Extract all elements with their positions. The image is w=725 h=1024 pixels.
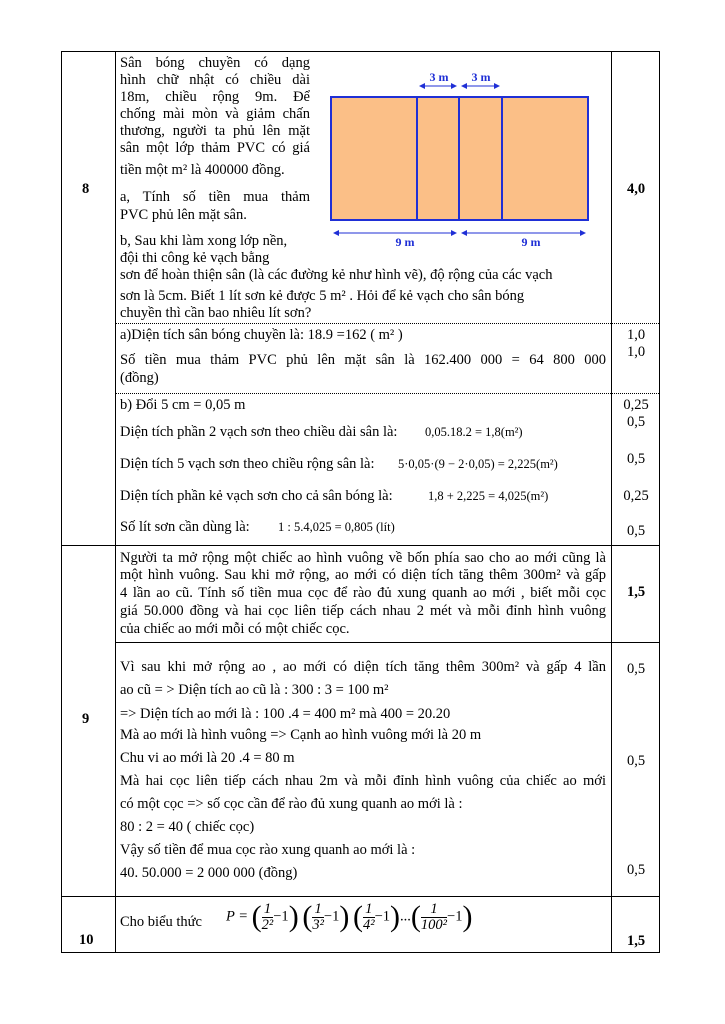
fraction: $\frac{1}{\text{4²}}$ bbox=[362, 900, 375, 933]
q8b-score: 0,5 bbox=[626, 523, 646, 539]
q8b-score: 0,25 bbox=[623, 397, 649, 413]
dimension-label-top-2: 3 m bbox=[471, 70, 491, 84]
q8b-score: 0,25 bbox=[623, 488, 649, 504]
row-divider-9b bbox=[115, 642, 659, 643]
table-left-border bbox=[61, 51, 62, 953]
volleyball-court-figure bbox=[325, 66, 597, 252]
q9-solution-line: Mà hai cọc liên tiếp cách nhau 2m và mỗi đỉnh hình vuông của chiếc ao mới bbox=[120, 773, 606, 789]
question-number-10: 10 bbox=[79, 932, 94, 948]
q9-problem-line: 4 lần ao cũ. Tính số tiền mua cọc để rào đủ xung quanh ao mới , biết mỗi cọc bbox=[120, 585, 606, 601]
question-number-8: 8 bbox=[82, 181, 90, 197]
q8-problem-line: Sân bóng chuyền có dạng bbox=[120, 55, 310, 71]
q9-solution-line: ao cũ = > Diện tích ao cũ là : 300 : 3 = 100 m² bbox=[120, 682, 389, 698]
q8-score: 4,0 bbox=[626, 181, 646, 197]
q8-answer-b-formula: 5·0,05·(9 − 2·0,05) = 2,225(m²) bbox=[398, 457, 558, 471]
q10-formula: P = ( $\frac{1}{\text{2²}}$ −1) ( $\frac{1}{\text{3²}}$ −1) ( $\frac{1}{\text{4²}}$ −1)...( $\frac{1}{\text{100²}}$ −1) bbox=[226, 900, 473, 933]
q9-problem-line: một hình vuông. Sau khi mở rộng, ao mới có diện tích tăng thêm 300m² và gấp bbox=[120, 567, 606, 583]
q8-part-b-line: sơn để hoàn thiện sân (là các đường kẻ như hình vẽ), độ rộng của các vạch bbox=[120, 267, 553, 283]
q8-answer-b-line: Diện tích phần kẻ vạch sơn cho cả sân bóng là: bbox=[120, 488, 393, 504]
q8b-score: 0,5 bbox=[626, 451, 646, 467]
q9-solution-line: Chu vi ao mới là 20 .4 = 80 m bbox=[120, 750, 295, 766]
q8a-score: 1,0 bbox=[626, 344, 646, 360]
fraction: $\frac{1}{\text{2²}}$ bbox=[261, 900, 274, 933]
q9-solution-line: Mà ao mới là hình vuông => Cạnh ao hình vuông mới là 20 m bbox=[120, 727, 482, 743]
q8-answer-b-line: Số lít sơn cần dùng là: bbox=[120, 519, 250, 535]
q9-solution-line: có một cọc => số cọc cần để rào đủ xung quanh ao mới là : bbox=[120, 796, 463, 812]
q9-solution-line: 80 : 2 = 40 ( chiếc cọc) bbox=[120, 819, 255, 835]
q9-problem-line: giá 50.000 đồng và hai cọc liên tiếp cách nhau 2 mét và mỗi đỉnh hình vuông bbox=[120, 603, 606, 619]
q9-problem-line: của chiếc ao mới mỗi có một chiếc cọc. bbox=[120, 621, 350, 637]
q8-part-a-line: a, Tính số tiền mua thảm bbox=[120, 189, 310, 205]
column-divider-1 bbox=[115, 51, 116, 953]
q8-answer-b-line: Diện tích phần 2 vạch sơn theo chiều dài sân là: bbox=[120, 424, 398, 440]
q9-solution-score: 0,5 bbox=[626, 753, 646, 769]
row-divider-9 bbox=[61, 545, 659, 546]
q8-part-a-line: PVC phủ lên mặt sân. bbox=[120, 207, 247, 223]
q8-part-b-line: chuyền thì cần bao nhiêu lít sơn? bbox=[120, 305, 312, 321]
q9-solution-line: Vậy số tiền để mua cọc rào xung quanh ao mới là : bbox=[120, 842, 416, 858]
q9-solution-score: 0,5 bbox=[626, 862, 646, 878]
q10-problem-text: Cho biểu thức bbox=[120, 914, 202, 930]
q9-solution-line: => Diện tích ao mới là : 100 .4 = 400 m² mà 400 = 20.20 bbox=[120, 706, 451, 722]
q9-score: 1,5 bbox=[626, 584, 646, 600]
q8-part-b-line: đội thi công kẻ vạch bằng bbox=[120, 250, 270, 266]
q9-solution-score: 0,5 bbox=[626, 661, 646, 677]
dimension-label-bottom-1: 9 m bbox=[395, 235, 415, 249]
q8-answer-b-line: b) Đổi 5 cm = 0,05 m bbox=[120, 397, 246, 413]
q8-answer-b-formula: 0,05.18.2 = 1,8(m²) bbox=[425, 425, 523, 439]
q8-answer-b-formula: 1,8 + 2,225 = 4,025(m²) bbox=[428, 489, 549, 503]
q9-problem-line: Người ta mở rộng một chiếc ao hình vuông về bốn phía sao cho ao mới cũng là bbox=[120, 550, 606, 566]
dimension-label-bottom-2: 9 m bbox=[521, 235, 541, 249]
q8-answer-b-line: Diện tích 5 vạch sơn theo chiều rộng sân là: bbox=[120, 456, 375, 472]
q8b-score: 0,5 bbox=[626, 414, 646, 430]
fraction: $\frac{1}{\text{3²}}$ bbox=[312, 900, 324, 933]
table-bottom-border bbox=[61, 952, 659, 953]
q10-score: 1,5 bbox=[626, 933, 646, 949]
row-divider-8a bbox=[115, 323, 659, 324]
dimension-label-top-1: 3 m bbox=[429, 70, 449, 84]
q8-answer-a-line: (đồng) bbox=[120, 370, 159, 386]
q8-answer-a-line: Số tiền mua thảm PVC phủ lên mặt sân là 162.400 000 = 64 800 000 bbox=[120, 352, 606, 368]
q8-problem-line: hình chữ nhật có chiều dài bbox=[120, 72, 310, 88]
q8-problem-line: 18m, chiều rộng 9m. Để bbox=[120, 89, 310, 105]
q8a-score: 1,0 bbox=[626, 327, 646, 343]
q8-answer-a-line: a)Diện tích sân bóng chuyền là: 18.9 =162 ( m² ) bbox=[120, 327, 403, 343]
q8-problem-line: chống mài mòn và giảm chấn bbox=[120, 106, 310, 122]
table-top-border bbox=[61, 51, 659, 52]
row-divider-10 bbox=[61, 896, 659, 897]
q8-problem-line: tiền một m² là 400000 đồng. bbox=[120, 162, 285, 178]
q8-problem-line: thương, người ta phủ lên mặt bbox=[120, 123, 310, 139]
q9-solution-line: Vì sau khi mở rộng ao , ao mới có diện tích tăng thêm 300m² và gấp 4 lần bbox=[120, 659, 606, 675]
formula-lhs: P = bbox=[226, 908, 249, 925]
question-number-9: 9 bbox=[82, 711, 90, 727]
q9-solution-line: 40. 50.000 = 2 000 000 (đồng) bbox=[120, 865, 298, 881]
q8-problem-line: sân một lớp thảm PVC có giá bbox=[120, 140, 310, 156]
q8-part-b-line: sơn là 5cm. Biết 1 lít sơn kẻ được 5 m² . Hỏi để kẻ vạch cho sân bóng bbox=[120, 288, 525, 304]
q8-part-b-line: b, Sau khi làm xong lớp nền, bbox=[120, 233, 288, 249]
q8-answer-b-formula: 1 : 5.4,025 = 0,805 (lít) bbox=[278, 520, 395, 534]
fraction: $\frac{1}{\text{100²}}$ bbox=[420, 900, 448, 933]
row-divider-8b bbox=[115, 393, 659, 394]
